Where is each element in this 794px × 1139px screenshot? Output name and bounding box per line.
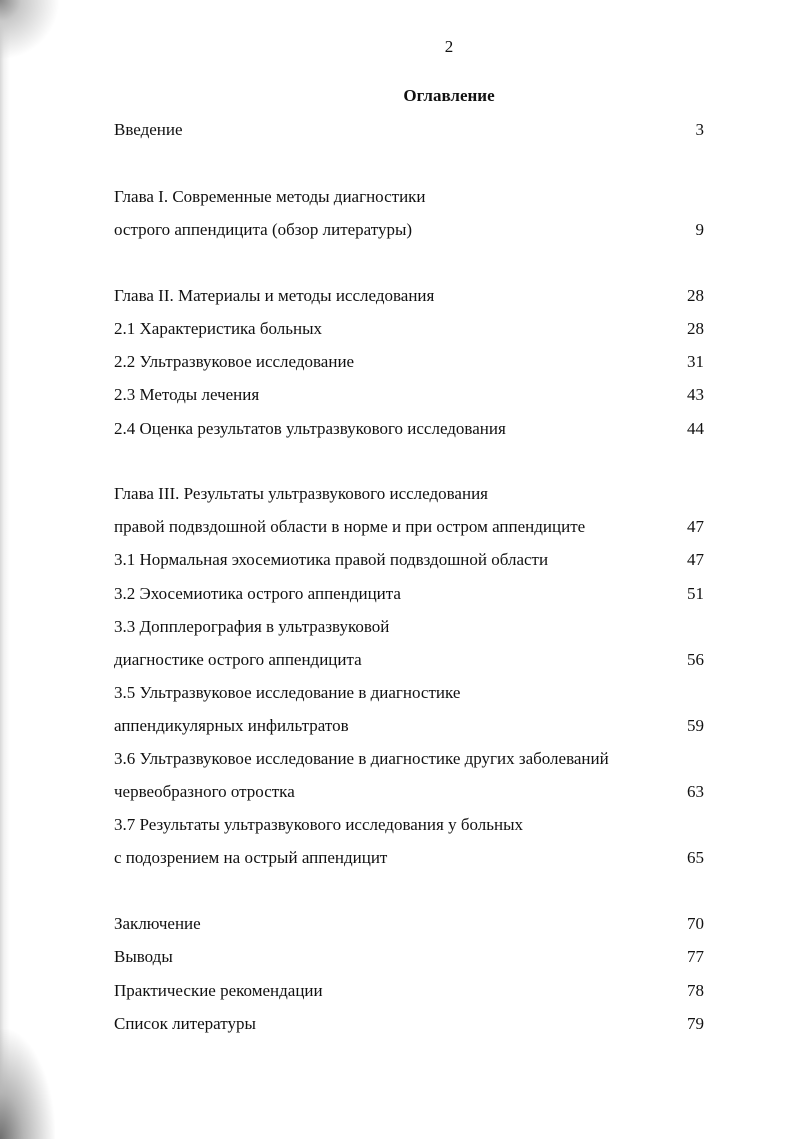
- toc-entry-text: Список литературы: [114, 1014, 256, 1033]
- toc-entry-text: правой подвздошной области в норме и при остром аппендиците: [114, 517, 586, 536]
- toc-entry: [114, 582, 704, 606]
- toc-entry: [114, 284, 704, 308]
- toc-entry: [114, 615, 704, 639]
- toc-entry: [114, 747, 704, 771]
- toc-entry-text: Практические рекомендации: [114, 981, 323, 1000]
- toc-entry-page: 77: [687, 947, 704, 966]
- toc-entry-page: 28: [687, 286, 704, 305]
- toc-entry: [114, 912, 704, 936]
- toc-entry-text: червеобразного отростка: [114, 782, 295, 801]
- toc-entry-page: 56: [687, 650, 704, 669]
- toc-entry-page: 47: [687, 517, 704, 536]
- toc-entry-text: 3.2 Эхосемиотика острого аппендицита: [114, 584, 401, 603]
- toc-entry-text: 2.1 Характеристика больных: [114, 319, 323, 338]
- page-title: Оглавление: [403, 86, 495, 105]
- toc-entry: [114, 780, 704, 804]
- toc-entry-text: диагностике острого аппендицита: [114, 650, 362, 669]
- toc-entry-text: Заключение: [114, 914, 201, 933]
- toc-entry-page: 9: [695, 220, 704, 239]
- toc-entry-page: 51: [687, 584, 704, 603]
- toc-entry-text: 2.2 Ультразвуковое исследование: [114, 352, 355, 371]
- toc-entry-text: 3.3 Допплерография в ультразвуковой: [114, 617, 390, 636]
- toc-entry: [114, 383, 704, 407]
- toc-entry-page: 59: [687, 716, 704, 735]
- toc-entry-text: Глава II. Материалы и методы исследования: [114, 286, 435, 305]
- page-number: 2: [444, 37, 454, 56]
- toc-entry: [114, 648, 704, 672]
- toc-entry: [114, 979, 704, 1003]
- toc-entry-text: Введение: [114, 120, 183, 139]
- toc-entry: [114, 118, 704, 142]
- toc-entry-page: 70: [687, 914, 704, 933]
- toc-entry: [114, 1012, 704, 1036]
- toc-entry-page: 78: [687, 981, 704, 1000]
- toc-entry: [114, 417, 704, 441]
- toc-entry: [114, 681, 704, 705]
- toc-entry-text: 3.7 Результаты ультразвукового исследования у больных: [114, 815, 524, 834]
- toc-entry-text: 2.4 Оценка результатов ультразвукового исследования: [114, 419, 506, 438]
- toc-entry-page: 63: [687, 782, 704, 801]
- toc-entry-text: Глава III. Результаты ультразвукового исследования: [114, 484, 488, 503]
- toc-entry-text: острого аппендицита (обзор литературы): [114, 220, 413, 239]
- toc-entry: [114, 185, 704, 209]
- toc-entry-text: 3.5 Ультразвуковое исследование в диагностике: [114, 683, 461, 702]
- toc-entry-page: 31: [687, 352, 704, 371]
- toc-entry: [114, 515, 704, 539]
- toc-entry-text: аппендикулярных инфильтратов: [114, 716, 349, 735]
- toc-entry-page: 47: [687, 550, 704, 569]
- toc-entry-page: 65: [687, 848, 704, 867]
- toc-entry-page: 79: [687, 1014, 704, 1033]
- toc-entry-text: Глава I. Современные методы диагностики: [114, 187, 426, 206]
- toc-entry-page: 43: [687, 385, 704, 404]
- toc-entry: [114, 482, 704, 506]
- toc-entry-text: 3.6 Ультразвуковое исследование в диагностике других заболеваний: [114, 749, 609, 768]
- toc-entry-text: 2.3 Методы лечения: [114, 385, 260, 404]
- toc-entry: [114, 714, 704, 738]
- toc-entry: [114, 218, 704, 242]
- toc-entry: [114, 813, 704, 837]
- toc-entry: [114, 945, 704, 969]
- toc-entry: [114, 317, 704, 341]
- toc-entry-text: Выводы: [114, 947, 173, 966]
- toc-entry-text: 3.1 Нормальная эхосемиотика правой подвздошной области: [114, 550, 549, 569]
- toc-entry-text: с подозрением на острый аппендицит: [114, 848, 388, 867]
- toc-entry: [114, 350, 704, 374]
- toc-entry: [114, 846, 704, 870]
- toc-entry: [114, 548, 704, 572]
- toc-entry-page: 28: [687, 319, 704, 338]
- toc-entry-page: 3: [695, 120, 704, 139]
- toc-entry-page: 44: [687, 419, 704, 438]
